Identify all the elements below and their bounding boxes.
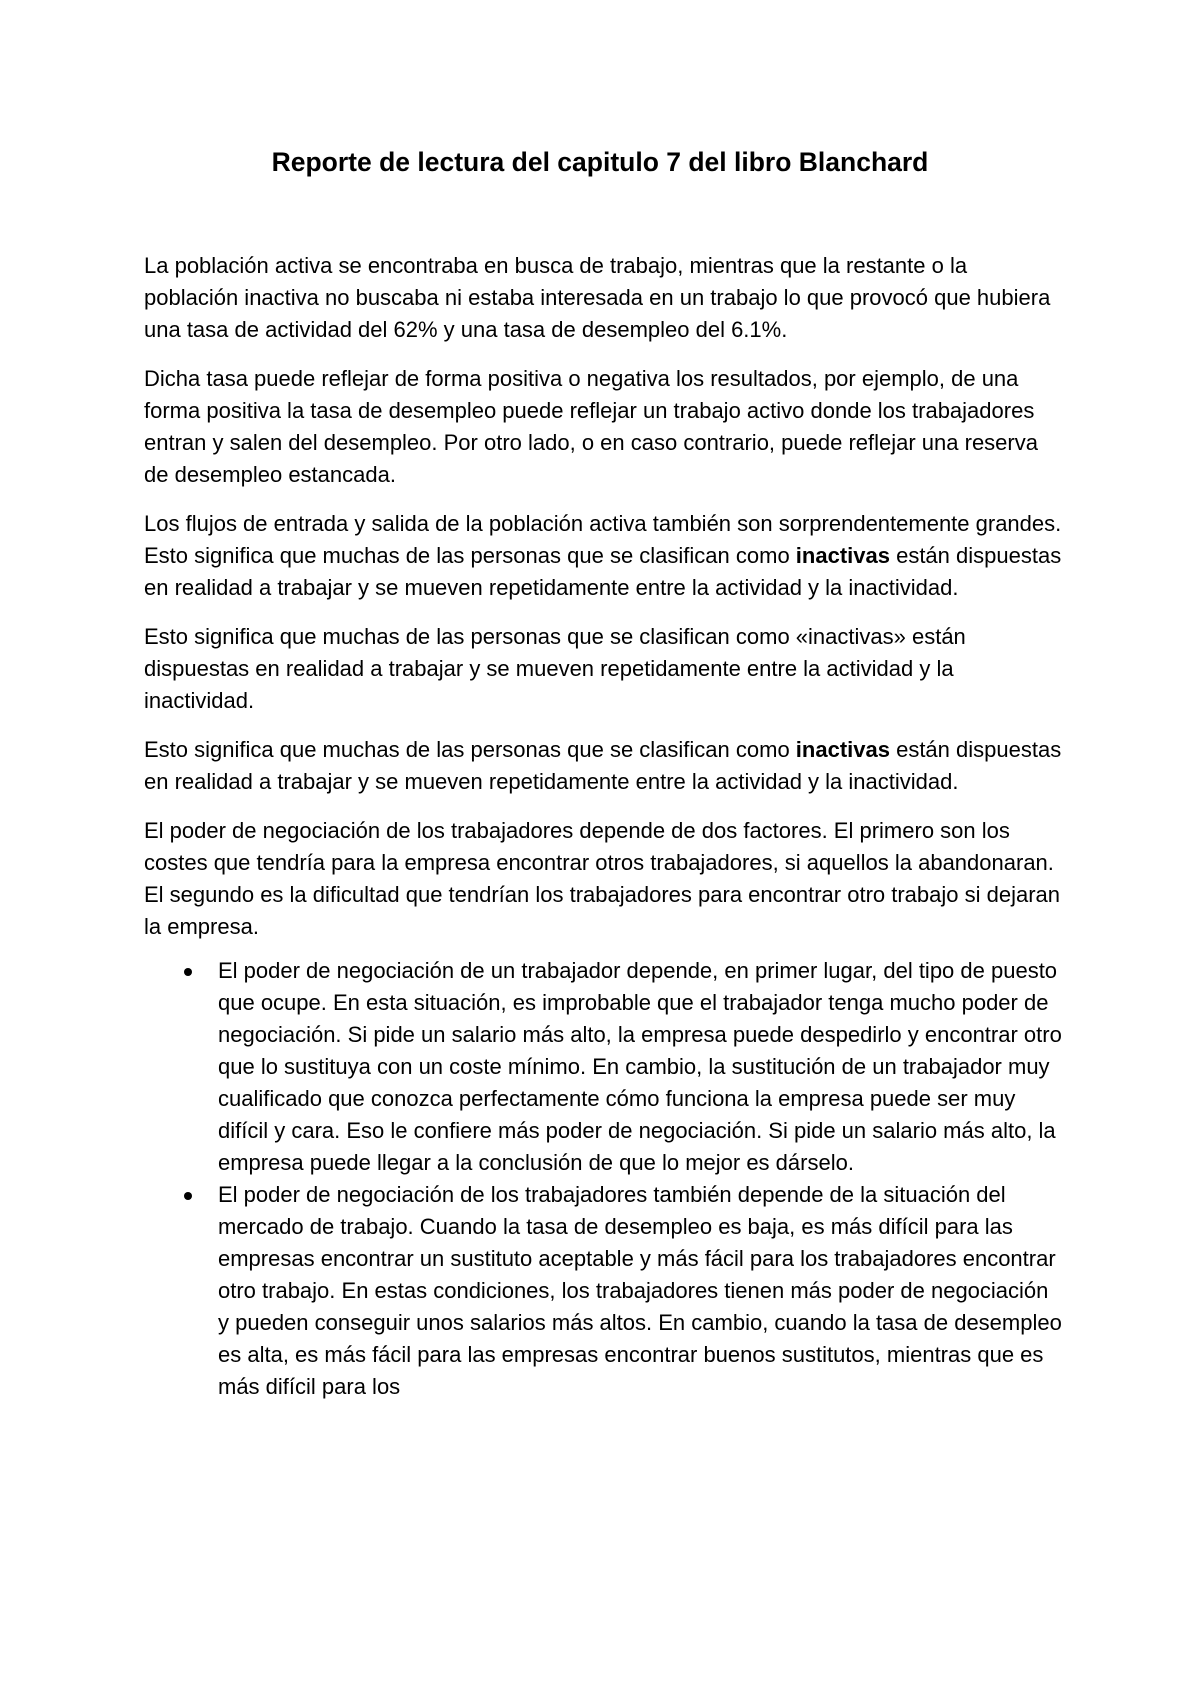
paragraph-text: Los flujos de entrada y salida de la población activa también son sorprendentemente grandes. Esto significa que muchas de las personas que se clasifican como <box>144 511 1062 568</box>
paragraph-text: están dispuestas en realidad a trabajar y se mueven repetidamente entre la actividad y la inactividad. <box>144 737 1062 794</box>
bullet-list <box>144 955 1064 1403</box>
bullet-item <box>144 1179 1064 1403</box>
bullet-text: El poder de negociación de los trabajadores también depende de la situación del mercado de trabajo. Cuando la tasa de desempleo es baja, es más difícil para las empresas encontrar un sustituto aceptable y más fácil para los trabajadores encontrar otro trabajo. En estas condiciones, los trabajadores tienen más poder de negociación y pueden conseguir unos salarios más altos. En cambio, cuando la tasa de desempleo es alta, es más fácil para las empresas encontrar buenos sustitutos, mientras que es más difícil para los <box>218 1182 1062 1399</box>
document-body <box>144 250 1064 1403</box>
document-title: Reporte de lectura del capitulo 7 del libro Blanchard <box>271 147 929 177</box>
paragraph-population: La población activa se encontraba en busca de trabajo, mientras que la restante o la población inactiva no buscaba ni estaba interesada en un trabajo lo que provocó que hubiera una tasa de actividad del 62% y una tasa de desempleo del 6.1%. <box>144 253 1051 342</box>
bullet-text: El poder de negociación de un trabajador depende, en primer lugar, del tipo de puesto que ocupe. En esta situación, es improbable que el trabajador tenga mucho poder de negociación. Si pide un salario más alto, la empresa puede despedirlo y encontrar otro que lo sustituya con un coste mínimo. En cambio, la sustitución de un trabajador muy cualificado que conozca perfectamente cómo funciona la empresa puede ser muy difícil y cara. Eso le confiere más poder de negociación. Si pide un salario más alto, la empresa puede llegar a la conclusión de que lo mejor es dárselo. <box>218 958 1062 1175</box>
paragraph-text: Esto significa que muchas de las personas que se clasifican como <box>144 737 796 762</box>
paragraph-bargaining-power: El poder de negociación de los trabajadores depende de dos factores. El primero son los costes que tendría para la empresa encontrar otros trabajadores, si aquellos la abandonaran. El segundo es la dificultad que tendrían los trabajadores para encontrar otro trabajo si dejaran la empresa. <box>144 818 1061 939</box>
paragraph-flows <box>144 508 1064 604</box>
paragraph-text: están dispuestas en realidad a trabajar y se mueven repetidamente entre la actividad y la inactividad. <box>144 543 1062 600</box>
bold-term: inactivas <box>795 737 890 762</box>
paragraph-inactive-quoted: Esto significa que muchas de las personas que se clasifican como «inactivas» están dispuestas en realidad a trabajar y se mueven repetidamente entre la actividad y la inactividad. <box>144 624 966 713</box>
bullet-icon <box>184 968 192 976</box>
paragraph-rate-interpretation: Dicha tasa puede reflejar de forma positiva o negativa los resultados, por ejemplo, de una forma positiva la tasa de desempleo puede reflejar un trabajo activo donde los trabajadores entran y salen del desempleo. Por otro lado, o en caso contrario, puede reflejar una reserva de desempleo estancada. <box>144 366 1038 487</box>
paragraph-inactive-bold <box>144 734 1064 798</box>
bold-term: inactivas <box>795 543 890 568</box>
bullet-item <box>144 955 1064 1179</box>
bullet-icon <box>184 1192 192 1200</box>
